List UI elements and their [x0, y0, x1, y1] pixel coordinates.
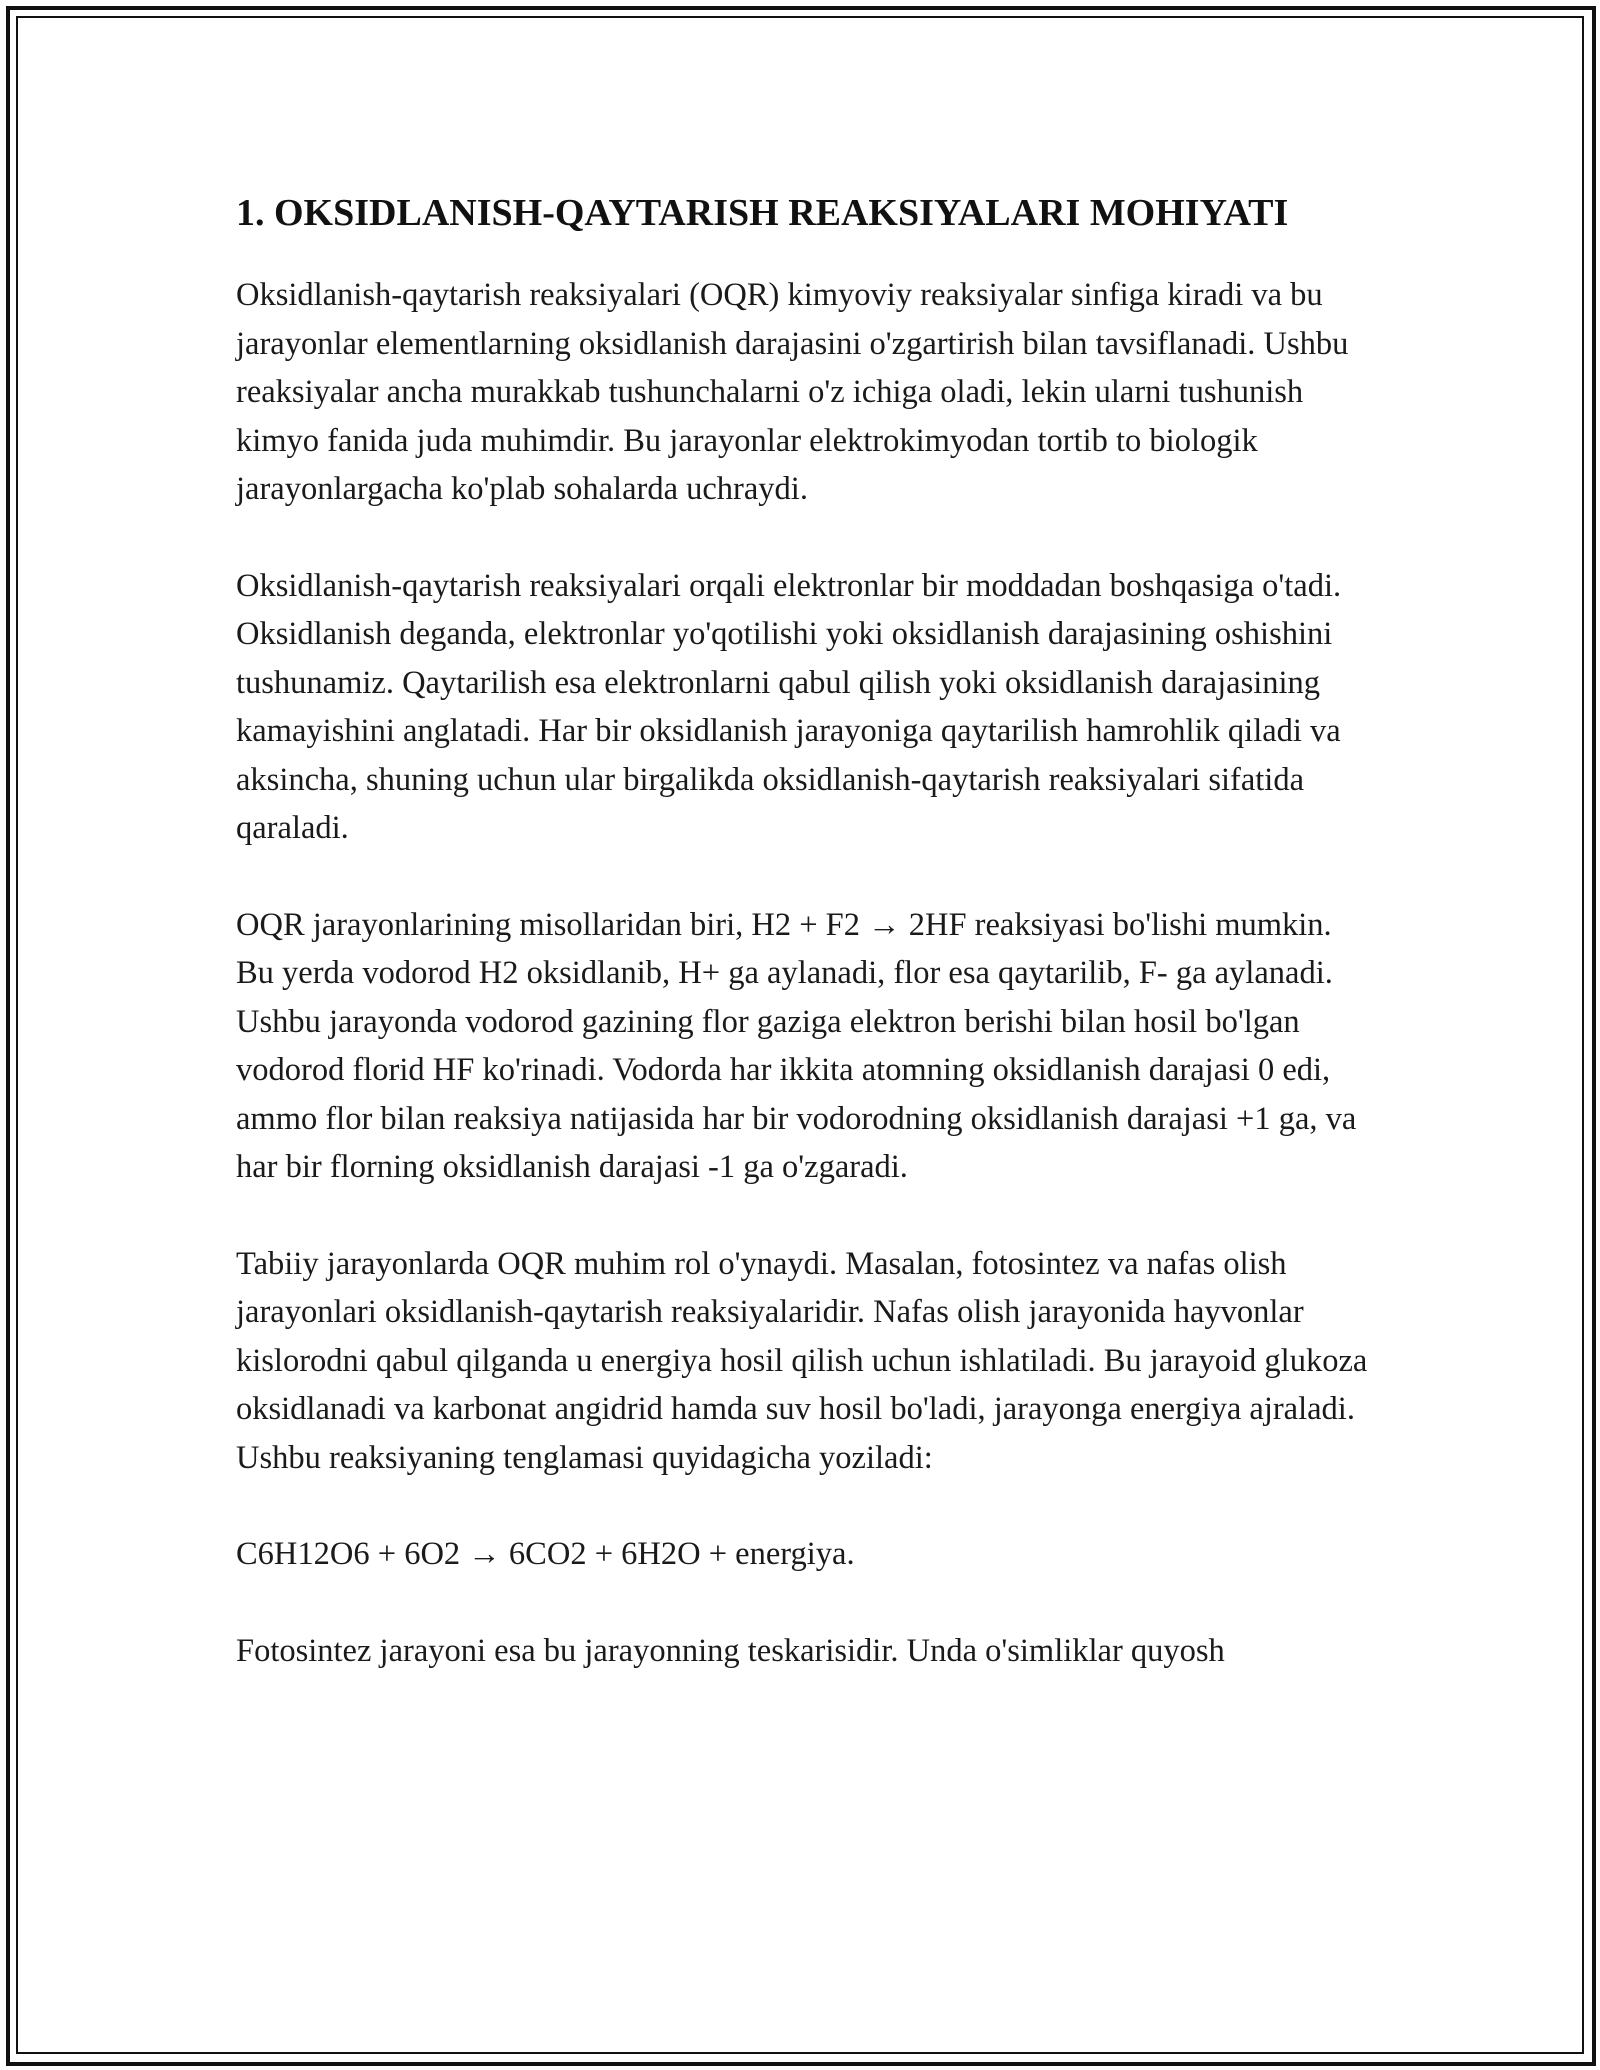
paragraph-intro: Oksidlanish-qaytarish reaksiyalari (OQR) kimyoviy reaksiyalar sinfiga kiradi va bu jarayonlar elementlarning oksidlanish darajasini o'zgartirish bilan tavsiflanadi. Ushbu reaksiyalar ancha murakkab tushunchalarni o'z ichiga oladi, lekin ularni tushunish kimyo fanida juda muhimdir. Bu jarayonlar elektrokimyodan tortib to biologik jarayonlargacha ko'plab sohalarda uchraydi. [236, 277, 1349, 507]
section-title: 1. OKSIDLANISH-QAYTARISH REAKSIYALARI MOHIYATI [236, 192, 1289, 234]
document-body [236, 186, 1376, 1723]
equation-respiration: C6H12O6 + 6O2 → 6CO2 + 6H2O + energiya. [236, 1536, 855, 1572]
paragraph-photosynthesis: Fotosintez jarayoni esa bu jarayonning teskarisidir. Unda o'simliklar quyosh [236, 1632, 1225, 1669]
paragraph-natural-processes: Tabiiy jarayonlarda OQR muhim rol o'ynaydi. Masalan, fotosintez va nafas olish jarayonlari oksidlanish-qaytarish reaksiyalaridir. Nafas olish jarayonida hayvonlar kislorodni qabul qilganda u energiya hosil qilish uchun ishlatiladi. Bu jarayoid glukoza oksidlanadi va karbonat angidrid hamda suv hosil bo'ladi, jarayonga energiya ajraladi. Ushbu reaksiyaning tenglamasi quyidagicha yoziladi: [236, 1245, 1368, 1476]
paragraph-electron-transfer: Oksidlanish-qaytarish reaksiyalari orqali elektronlar bir moddadan boshqasiga o'tadi. Oksidlanish deganda, elektronlar yo'qotilishi yoki oksidlanish darajasining oshishini tushunamiz. Qaytarilish esa elektronlarni qabul qilish yoki oksidlanish darajasining kamayishini anglatadi. Har bir oksidlanish jarayoniga qaytarilish hamrohlik qiladi va aksincha, shuning uchun ular birgalikda oksidlanish-qaytarish reaksiyalari sifatida qaraladi. [236, 567, 1342, 846]
paragraph-example-hf: OQR jarayonlarining misollaridan biri, H2 + F2 → 2HF reaksiyasi bo'lishi mumkin. Bu yerda vodorod H2 oksidlanib, H+ ga aylanadi, flor esa qaytarilib, F- ga aylanadi. Ushbu jarayonda vodorod gazining flor gaziga elektron berishi bilan hosil bo'lgan vodorod florid HF ko'rinadi. Vodorda har ikkita atomning oksidlanish darajasi 0 edi, ammo flor bilan reaksiya natijasida har bir vodorodning oksidlanish darajasi +1 ga, va har bir florning oksidlanish darajasi -1 ga o'zgaradi. [236, 906, 1357, 1185]
